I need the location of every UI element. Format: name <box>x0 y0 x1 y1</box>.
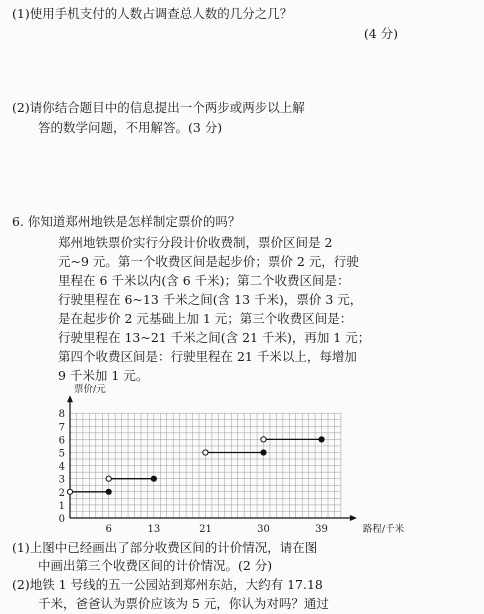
x-tick-label: 30 <box>257 524 270 534</box>
y-tick-label: 0 <box>58 514 65 525</box>
segment-start-point <box>203 450 208 455</box>
x-tick-label: 13 <box>147 524 161 534</box>
y-tick-label: 6 <box>58 435 65 447</box>
x-tick-label: 6 <box>105 524 112 534</box>
y-tick-label: 5 <box>58 448 65 460</box>
q6-sub1-line2: 中画出第三个收费区间的计价情况。(2 分) <box>38 558 273 573</box>
y-tick-label: 1 <box>58 500 65 512</box>
q6-body-line: 第四个收费区间是：行驶里程在 21 千米以上，每增加 <box>58 349 357 364</box>
y-axis-arrow <box>67 395 73 402</box>
q5-part2-line2: 答的数学问题，不用解答。(3 分) <box>38 120 223 135</box>
x-tick-label: 21 <box>199 524 212 534</box>
x-axis-label: 路程/千米 <box>362 524 405 534</box>
y-tick-label: 8 <box>58 409 65 421</box>
q5-part2-line1: (2)请你结合题目中的信息提出一个两步或两步以上解 <box>12 100 305 115</box>
q6-body-line: 行驶里程在 13~21 千米之间(含 21 千米)，再加 1 元； <box>58 330 371 345</box>
segment-end-point <box>151 476 156 481</box>
x-axis-arrow <box>350 515 357 521</box>
fare-distance-chart <box>50 382 432 534</box>
segment-end-point <box>261 450 266 455</box>
segment-start-point <box>106 476 111 481</box>
segment-start-point <box>261 437 266 442</box>
q6-body-line: 里程在 6 千米以内(含 6 千米)；第二个收费区间是： <box>58 273 350 288</box>
segment-start-point <box>67 489 72 494</box>
y-tick-label: 3 <box>58 474 65 486</box>
q6-sub1-line1: (1)上图中已经画出了部分收费区间的计价情况，请在图 <box>12 540 318 555</box>
segment-end-point <box>106 489 111 494</box>
q6-body-line: 9 千米加 1 元。 <box>58 368 149 383</box>
q5-part1: (1)使用手机支付的人数占调查总人数的几分之几？ <box>12 6 293 21</box>
q6-body-line: 行驶里程在 6~13 千米之间(含 13 千米)，票价 3 元， <box>58 292 363 307</box>
q5-part1-score: (4 分) <box>363 26 398 41</box>
q6-body-line: 元~9 元。第一个收费区间是起步价；票价 2 元，行驶 <box>58 254 359 269</box>
y-tick-label: 4 <box>58 461 65 473</box>
x-tick-label: 39 <box>315 524 328 534</box>
y-tick-label: 7 <box>58 422 65 434</box>
q6-body-line: 郑州地铁票价实行分段计价收费制，票价区间是 2 <box>58 235 333 250</box>
y-tick-label: 2 <box>58 487 65 499</box>
q6-body-line: 是在起步价 2 元基础上加 1 元；第三个收费区间是： <box>58 311 353 326</box>
y-axis-label: 票价/元 <box>74 384 106 395</box>
segment-end-point <box>319 437 324 442</box>
q6-title: 6. 你知道郑州地铁是怎样制定票价的吗？ <box>12 214 241 229</box>
q6-sub2-line1: (2)地铁 1 号线的五一公园站到郑州东站，大约有 17.18 <box>12 577 323 592</box>
q6-sub2-line2: 千米，爸爸认为票价应该为 5 元，你认为对吗？通过 <box>38 596 329 611</box>
